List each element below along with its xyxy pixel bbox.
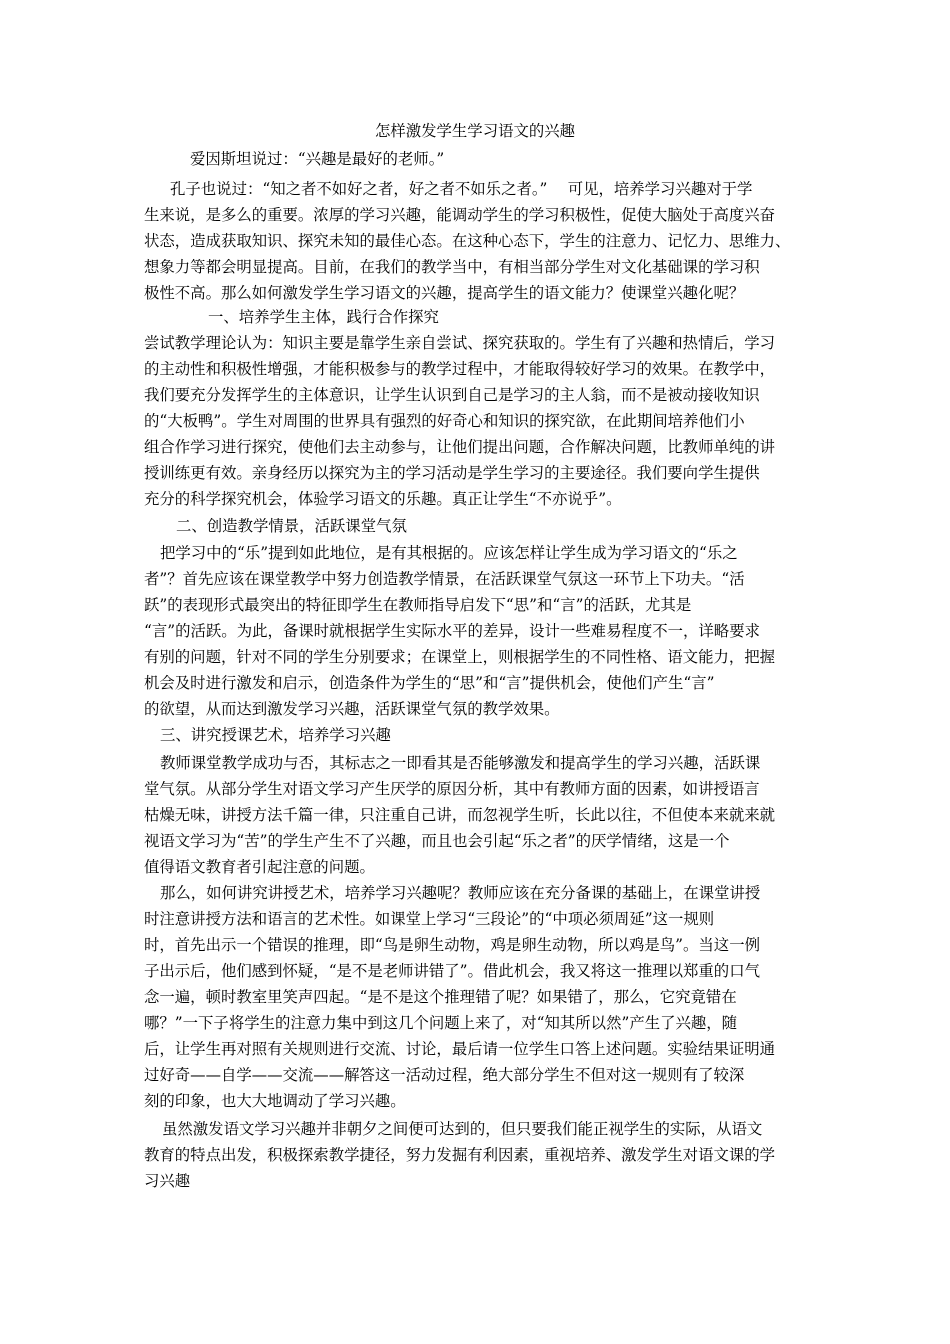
- paragraph-line: 有别的问题，针对不同的学生分别要求；在课堂上，则根据学生的不同性格、语文能力，把握: [144, 648, 776, 666]
- paragraph-line: 枯燥无味，讲授方法千篇一律，只注重自己讲，而忽视学生听，长此以往，不但使本来就来就: [144, 806, 776, 824]
- paragraph-line: 孔子也说过：“知之者不如好之者，好之者不如乐之者。” 可见，培养学习兴趣对于学: [170, 180, 753, 198]
- section-heading: 三、讲究授课艺术，培养学习兴趣: [160, 726, 391, 744]
- paragraph-line: 虽然激发语文学习兴趣并非朝夕之间便可达到的，但只要我们能正视学生的实际，从语文: [162, 1120, 763, 1138]
- paragraph-line: 那么，如何讲究讲授艺术，培养学习兴趣呢？教师应该在充分备课的基础上，在课堂讲授: [160, 884, 761, 902]
- paragraph-line: 时，首先出示一个错误的推理，即“鸟是卵生动物，鸡是卵生动物，所以鸡是鸟”。当这一例: [144, 936, 760, 954]
- paragraph-line: 机会及时进行激发和启示，创造条件为学生的“思”和“言”提供机会，使他们产生“言”: [144, 674, 715, 692]
- paragraph-line: 我们要充分发挥学生的主体意识，让学生认识到自己是学习的主人翁，而不是被动接收知识: [144, 386, 760, 404]
- paragraph-line: 想象力等都会明显提高。目前，在我们的教学当中，有相当部分学生对文化基础课的学习积: [144, 258, 760, 276]
- paragraph-line: 充分的科学探究机会，体验学习语文的乐趣。真正让学生“不亦说乎”。: [144, 490, 622, 508]
- paragraph-line: 的主动性和积极性增强，才能积极参与的教学过程中，才能取得较好学习的效果。在教学中，: [144, 360, 776, 378]
- paragraph-line: 者”？首先应该在课堂教学中努力创造教学情景，在活跃课堂气氛这一环节上下功夫。“活: [144, 570, 745, 588]
- paragraph-line: 极性不高。那么如何激发学生学习语文的兴趣，提高学生的语文能力？使课堂兴趣化呢？: [144, 284, 745, 302]
- paragraph-line: 授训练更有效。亲身经历以探究为主的学习活动是学生学习的主要途径。我们要向学生提供: [144, 464, 760, 482]
- paragraph-line: 状态，造成获取知识、探究未知的最佳心态。在这种心态下，学生的注意力、记忆力、思维力、: [144, 232, 791, 250]
- paragraph-line: 教师课堂教学成功与否，其标志之一即看其是否能够激发和提高学生的学习兴趣，活跃课: [160, 754, 761, 772]
- section-heading: 二、创造教学情景，活跃课堂气氛: [176, 517, 407, 535]
- paragraph-line: 时注意讲授方法和语言的艺术性。如课堂上学习“三段论”的“中项必须周延”这一规则: [144, 910, 715, 928]
- paragraph-line: 堂气氛。从部分学生对语文学习产生厌学的原因分析，其中有教师方面的因素，如讲授语言: [144, 780, 760, 798]
- paragraph-line: 跃”的表现形式最突出的特征即学生在教师指导启发下“思”和“言”的活跃，尤其是: [144, 596, 692, 614]
- paragraph-line: 组合作学习进行探究，使他们去主动参与，让他们提出问题，合作解决问题，比教师单纯的讲: [144, 438, 776, 456]
- paragraph-line: 的“大板鸭”。学生对周围的世界具有强烈的好奇心和知识的探究欲，在此期间培养他们小: [144, 412, 745, 430]
- paragraph-line: 把学习中的“乐”提到如此地位，是有其根据的。应该怎样让学生成为学习语文的“乐之: [160, 544, 738, 562]
- paragraph-line: 后，让学生再对照有关规则进行交流、讨论，最后请一位学生口答上述问题。实验结果证明通: [144, 1040, 776, 1058]
- paragraph-line: 过好奇——自学——交流——解答这一活动过程，绝大部分学生不但对这一规则有了较深: [144, 1066, 745, 1084]
- document-title: 怎样激发学生学习语文的兴趣: [374, 122, 576, 140]
- paragraph-line: 值得语文教育者引起注意的问题。: [144, 858, 375, 876]
- paragraph-line: 习兴趣: [144, 1172, 191, 1190]
- paragraph-line: 爱因斯坦说过：“兴趣是最好的老师。”: [190, 150, 445, 168]
- paragraph-line: 的欲望，从而达到激发学习兴趣，活跃课堂气氛的教学效果。: [144, 700, 560, 718]
- paragraph-line: 刻的印象，也大大地调动了学习兴趣。: [144, 1092, 406, 1110]
- paragraph-line: “言”的活跃。为此，备课时就根据学生实际水平的差异，设计一些难易程度不一，详略要求: [144, 622, 760, 640]
- paragraph-line: 视语文学习为“苦”的学生产生不了兴趣，而且也会引起“乐之者”的厌学情绪，这是一个: [144, 832, 730, 850]
- paragraph-line: 教育的特点出发，积极探索教学捷径，努力发掘有利因素，重视培养、激发学生对语文课的学: [144, 1146, 776, 1164]
- paragraph-line: 尝试教学理论认为：知识主要是靠学生亲自尝试、探究获取的。学生有了兴趣和热情后，学习: [144, 334, 776, 352]
- paragraph-line: 子出示后，他们感到怀疑，“是不是老师讲错了”。借此机会，我又将这一推理以郑重的口气: [144, 962, 760, 980]
- paragraph-line: 生来说，是多么的重要。浓厚的学习兴趣，能调动学生的学习积极性，促使大脑处于高度兴奋: [144, 206, 776, 224]
- paragraph-line: 哪？”一下子将学生的注意力集中到这几个问题上来了，对“知其所以然”产生了兴趣，随: [144, 1014, 738, 1032]
- paragraph-line: 念一遍，顿时教室里笑声四起。“是不是这个推理错了呢？如果错了，那么，它究竟错在: [144, 988, 737, 1006]
- section-heading: 一、培养学生主体，践行合作探究: [208, 308, 439, 326]
